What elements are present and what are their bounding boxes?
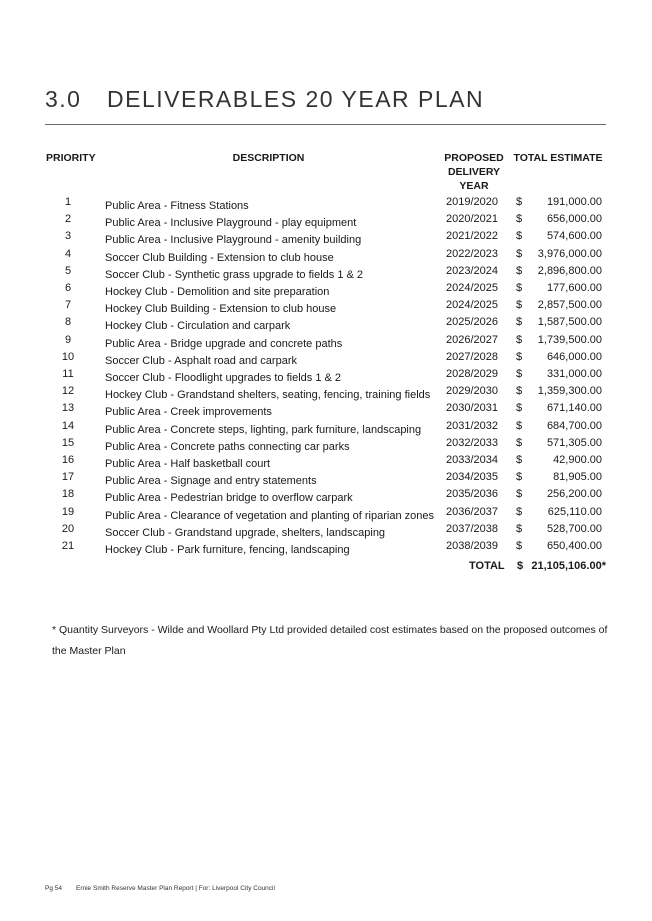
header-delivery-line2: DELIVERY — [447, 166, 501, 178]
delivery-year-cell: 2024/2025 — [446, 282, 498, 294]
priority-cell: 19 — [61, 505, 75, 518]
estimate-cell: 331,000.00 — [546, 368, 602, 380]
currency-cell: $ — [516, 385, 523, 398]
delivery-year-cell: 2026/2027 — [446, 333, 498, 346]
description-cell: Public Area - Signage and entry statements — [105, 475, 317, 488]
description-cell: Soccer Club - Asphalt road and carpark — [105, 354, 297, 367]
table-row — [0, 368, 652, 385]
header-total-estimate: TOTAL ESTIMATE — [513, 152, 603, 164]
currency-cell: $ — [516, 419, 523, 432]
priority-cell: 11 — [62, 368, 74, 380]
table-row — [0, 506, 652, 523]
total-currency: $ — [517, 560, 524, 572]
section-title: DELIVERABLES 20 YEAR PLAN — [107, 86, 485, 112]
description-cell: Public Area - Creek improvements — [105, 406, 272, 419]
delivery-year-cell: 2035/2036 — [446, 488, 498, 501]
currency-cell: $ — [516, 282, 523, 294]
table-row — [0, 471, 652, 488]
priority-cell: 10 — [61, 350, 75, 363]
total-amount: 21,105,106.00* — [531, 560, 606, 572]
priority-cell: 14 — [61, 419, 75, 432]
description-cell: Hockey Club - Park furniture, fencing, landscaping — [105, 544, 350, 556]
estimate-cell: 650,400.00 — [546, 540, 602, 552]
page-heading — [45, 86, 484, 113]
estimate-cell: 571,305.00 — [546, 436, 602, 449]
currency-cell: $ — [516, 333, 523, 346]
delivery-year-cell: 2033/2034 — [446, 454, 498, 466]
description-cell: Public Area - Concrete steps, lighting, park furniture, landscaping — [105, 423, 422, 436]
header-delivery-line1: PROPOSED — [444, 152, 504, 164]
currency-cell: $ — [516, 522, 523, 535]
heading-divider — [45, 124, 606, 125]
table-row — [0, 282, 652, 299]
report-title: Ernie Smith Reserve Master Plan Report | For: Liverpool City Council — [76, 885, 275, 892]
delivery-year-cell: 2031/2032 — [446, 419, 498, 432]
delivery-year-cell: 2019/2020 — [446, 196, 498, 208]
table-row — [0, 351, 652, 368]
priority-cell: 17 — [61, 471, 75, 484]
currency-cell: $ — [516, 368, 523, 380]
total-label: TOTAL — [469, 560, 505, 572]
priority-cell: 4 — [64, 247, 72, 260]
priority-cell: 12 — [61, 385, 75, 398]
estimate-cell: 191,000.00 — [546, 196, 602, 208]
currency-cell: $ — [516, 230, 523, 243]
delivery-year-cell: 2023/2024 — [446, 264, 498, 277]
priority-cell: 6 — [64, 282, 72, 294]
table-row — [0, 299, 652, 316]
description-cell: Hockey Club - Grandstand shelters, seating, fencing, training fields — [105, 389, 431, 402]
section-number: 3.0 — [45, 86, 82, 112]
description-cell: Soccer Club - Floodlight upgrades to fields 1 & 2 — [105, 372, 342, 384]
estimate-cell: 1,359,300.00 — [537, 385, 602, 398]
description-cell: Public Area - Bridge upgrade and concrete paths — [105, 337, 343, 350]
delivery-year-cell: 2034/2035 — [446, 471, 498, 484]
table-row — [0, 488, 652, 505]
delivery-year-cell: 2022/2023 — [446, 247, 498, 260]
table-row — [0, 402, 652, 419]
currency-cell: $ — [516, 488, 523, 501]
page-number: Pg 54 — [45, 885, 62, 892]
priority-cell: 18 — [61, 488, 75, 501]
currency-cell: $ — [516, 196, 523, 208]
table-row — [0, 385, 652, 402]
estimate-cell: 3,976,000.00 — [537, 247, 602, 260]
table-row — [0, 523, 652, 540]
delivery-year-cell: 2025/2026 — [446, 316, 498, 329]
delivery-year-cell: 2027/2028 — [446, 350, 498, 363]
estimate-cell: 256,200.00 — [546, 488, 602, 501]
description-cell: Public Area - Pedestrian bridge to overflow carpark — [105, 492, 353, 505]
currency-cell: $ — [516, 213, 523, 226]
delivery-year-cell: 2020/2021 — [446, 213, 498, 226]
estimate-cell: 646,000.00 — [546, 350, 602, 363]
estimate-cell: 684,700.00 — [546, 419, 602, 432]
description-cell: Public Area - Inclusive Playground - play equipment — [105, 217, 357, 230]
delivery-year-cell: 2036/2037 — [446, 505, 498, 518]
header-delivery-line3: YEAR — [459, 180, 489, 192]
estimate-cell: 2,857,500.00 — [537, 299, 602, 312]
currency-cell: $ — [516, 316, 523, 329]
priority-cell: 2 — [64, 213, 72, 226]
estimate-cell: 574,600.00 — [546, 230, 602, 243]
estimate-cell: 42,900.00 — [553, 454, 602, 466]
table-row — [0, 248, 652, 265]
delivery-year-cell: 2024/2025 — [446, 299, 498, 312]
priority-cell: 16 — [61, 454, 75, 466]
table-row — [0, 437, 652, 454]
priority-cell: 3 — [64, 230, 72, 243]
description-cell: Soccer Club - Grandstand upgrade, shelters, landscaping — [105, 526, 386, 539]
priority-cell: 20 — [61, 522, 75, 535]
delivery-year-cell: 2032/2033 — [446, 436, 498, 449]
description-cell: Hockey Club - Circulation and carpark — [105, 320, 291, 333]
estimate-cell: 81,905.00 — [553, 471, 602, 484]
priority-cell: 5 — [64, 264, 72, 277]
currency-cell: $ — [516, 436, 523, 449]
delivery-year-cell: 2029/2030 — [446, 385, 498, 398]
currency-cell: $ — [516, 247, 523, 260]
currency-cell: $ — [516, 454, 523, 466]
table-row — [0, 454, 652, 471]
delivery-year-cell: 2028/2029 — [446, 368, 498, 380]
priority-cell: 7 — [64, 299, 72, 312]
delivery-year-cell: 2038/2039 — [446, 540, 498, 552]
currency-cell: $ — [516, 540, 523, 552]
currency-cell: $ — [516, 350, 523, 363]
description-cell: Soccer Club Building - Extension to club house — [105, 251, 334, 264]
estimate-cell: 1,739,500.00 — [537, 333, 602, 346]
table-row — [0, 334, 652, 351]
header-delivery-year — [440, 151, 508, 193]
currency-cell: $ — [516, 264, 523, 277]
header-priority: PRIORITY — [46, 152, 96, 164]
estimate-cell: 656,000.00 — [546, 213, 602, 226]
table-row — [0, 230, 652, 247]
description-cell: Soccer Club - Synthetic grass upgrade to fields 1 & 2 — [105, 268, 364, 281]
delivery-year-cell: 2030/2031 — [446, 402, 498, 415]
description-cell: Hockey Club - Demolition and site preparation — [105, 286, 330, 298]
table-row — [0, 540, 652, 557]
estimate-cell: 671,140.00 — [546, 402, 602, 415]
currency-cell: $ — [516, 471, 523, 484]
priority-cell: 9 — [64, 333, 72, 346]
priority-cell: 8 — [64, 316, 72, 329]
currency-cell: $ — [516, 505, 523, 518]
priority-cell: 15 — [61, 436, 75, 449]
table-row — [0, 213, 652, 230]
footnote: * Quantity Surveyors - Wilde and Woollard Pty Ltd provided detailed cost estimates based on the proposed outcomes of the Master Plan — [52, 624, 608, 657]
estimate-cell: 177,600.00 — [546, 282, 602, 294]
table-row — [0, 420, 652, 437]
estimate-cell: 1,587,500.00 — [537, 316, 602, 329]
estimate-cell: 625,110.00 — [547, 505, 602, 518]
estimate-cell: 528,700.00 — [546, 522, 602, 535]
table-row — [0, 265, 652, 282]
currency-cell: $ — [516, 299, 523, 312]
priority-cell: 21 — [61, 540, 75, 552]
delivery-year-cell: 2037/2038 — [446, 522, 498, 535]
table-row — [0, 196, 652, 213]
page-footer — [45, 885, 275, 892]
description-cell: Hockey Club Building - Extension to club house — [105, 303, 337, 316]
header-description: DESCRIPTION — [232, 152, 305, 164]
description-cell: Public Area - Concrete paths connecting car parks — [105, 440, 350, 453]
priority-cell: 1 — [64, 196, 72, 208]
delivery-year-cell: 2021/2022 — [446, 230, 498, 243]
table-row — [0, 316, 652, 333]
currency-cell: $ — [516, 402, 523, 415]
estimate-cell: 2,896,800.00 — [537, 264, 602, 277]
description-cell: Public Area - Fitness Stations — [105, 200, 249, 212]
description-cell: Public Area - Clearance of vegetation and planting of riparian zones — [105, 509, 434, 522]
description-cell: Public Area - Inclusive Playground - amenity building — [105, 234, 362, 247]
description-cell: Public Area - Half basketball court — [105, 458, 271, 470]
priority-cell: 13 — [61, 402, 75, 415]
